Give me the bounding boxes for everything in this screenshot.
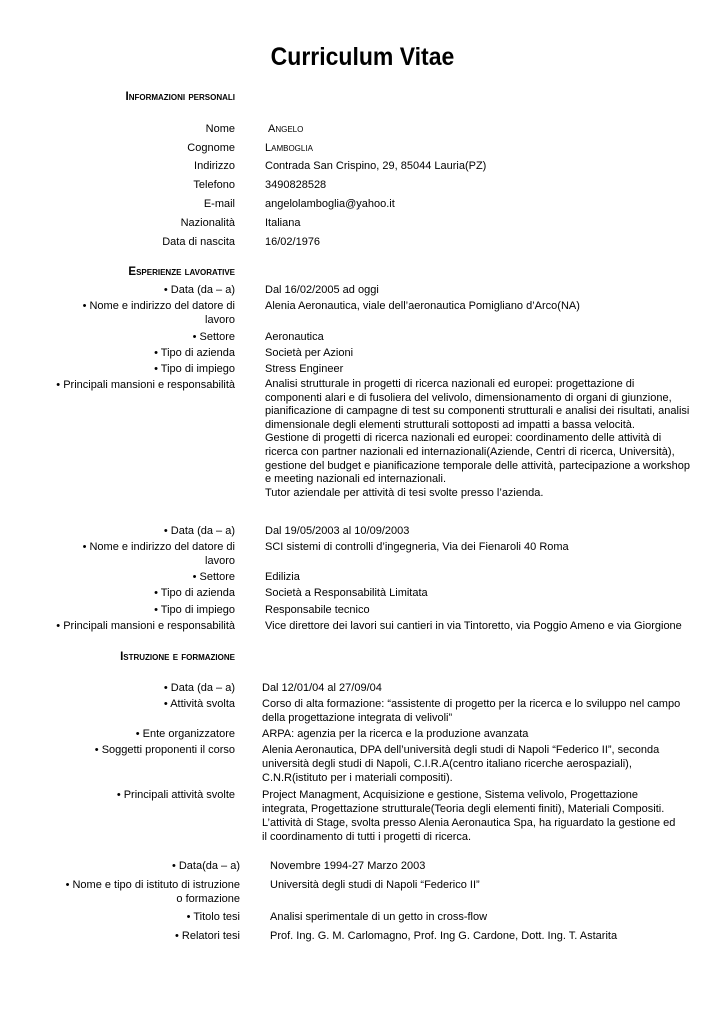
field-label: E-mail <box>203 198 235 210</box>
field-value: Prof. Ing. G. M. Carlomagno, Prof. Ing G. Cardone, Dott. Ing. T. Astarita <box>270 930 618 942</box>
field-label: • Attività svolta <box>163 698 235 710</box>
field-label: • Settore <box>192 331 235 343</box>
field-value-nazionalita: Italiana <box>265 217 301 229</box>
field-value-data-nascita: 16/02/1976 <box>265 236 321 248</box>
field-label: • Tipo di azienda <box>154 587 235 599</box>
section-heading-personal: Informazioni personali <box>125 91 235 103</box>
field-label: Cognome <box>187 142 235 154</box>
field-value: Dal 19/05/2003 al 10/09/2003 <box>265 525 410 537</box>
section-heading-experience: Esperienze lavorative <box>128 266 235 278</box>
field-value-indirizzo: Contrada San Crispino, 29, 85044 Lauria(PZ) <box>265 160 487 172</box>
field-label: Nome <box>205 123 235 135</box>
field-label: • Data(da – a) <box>171 860 240 872</box>
field-value: Edilizia <box>265 571 300 583</box>
field-label: • Principali mansioni e responsabilità <box>56 620 235 632</box>
field-label: • Relatori tesi <box>175 930 240 942</box>
field-label: • Nome e tipo di istituto di istruzione o formazione <box>65 879 240 905</box>
field-label: • Tipo di azienda <box>154 347 235 359</box>
field-label: • Soggetti proponenti il corso <box>94 744 235 756</box>
field-value: Società per Azioni <box>265 347 354 359</box>
field-label: Data di nascita <box>162 236 235 248</box>
field-value-mansioni: Analisi strutturale in progetti di ricerca nazionali ed europei: progettazione di componenti alari e di fusoliera del velivolo, dimensionamento di organi di giunzione, pianificazione di campagne di test su componenti strutturali e analisi dei risultati, analisi dimensionale degli elementi strutturali sottoposti ad impatti a bassa velocità. Gestione di progetti di ricerca nazionali ed europei: coordinamento delle attività di ricerca con partner nazionali ed internazionali(Aziende, Centri di ricerca, Università), gestione del budget e pianificazione temporale delle attività, partecipazione a workshop e meeting nazionali ed internazionali. Tutor aziendale per attività di tesi svolte presso l’azienda. <box>265 378 690 499</box>
field-value: Dal 12/01/04 al 27/09/04 <box>262 682 382 694</box>
field-value: Project Managment, Acquisizione e gestione, Sistema velivolo, Progettazione integrata, Progettazione strutturale(Teoria degli elementi finiti), Materiali Compositi. L’attività di Stage, svolta presso Alenia Aeronautica Spa, ha riguardato la gestione ed il coordinamento di tutti i progetti di ricerca. <box>262 789 676 843</box>
field-value: ARPA: agenzia per la ricerca e la produzione avanzata <box>262 728 529 740</box>
field-label: • Principali mansioni e responsabilità <box>56 379 235 391</box>
field-label: Telefono <box>193 179 235 191</box>
field-label: • Settore <box>192 571 235 583</box>
field-label: • Nome e indirizzo del datore di lavoro <box>82 300 235 326</box>
field-value-cognome: Lamboglia <box>265 142 313 154</box>
field-value: Alenia Aeronautica, DPA dell’università degli studi di Napoli “Federico II”, seconda università degli studi di Napoli, C.I.R.A(centro italiano ricerche aerospaziali), C.N.R(istituto per i materiali compositi). <box>262 744 660 784</box>
field-label: • Titolo tesi <box>186 911 240 923</box>
field-value: Analisi sperimentale di un getto in cross-flow <box>270 911 488 923</box>
field-value: Società a Responsabilità Limitata <box>265 587 428 599</box>
field-label: • Data (da – a) <box>163 525 235 537</box>
field-label: • Principali attività svolte <box>116 789 235 801</box>
field-label: • Nome e indirizzo del datore di lavoro <box>82 541 235 567</box>
field-value: Novembre 1994-27 Marzo 2003 <box>270 860 426 872</box>
field-label: • Ente organizzatore <box>135 728 235 740</box>
page-title: Curriculum Vitae <box>270 43 455 71</box>
section-heading-education: Istruzione e formazione <box>120 651 235 663</box>
field-label: • Tipo di impiego <box>154 604 235 616</box>
field-label: • Data (da – a) <box>163 682 235 694</box>
field-label: • Tipo di impiego <box>154 363 235 375</box>
field-value: Aeronautica <box>265 331 324 343</box>
field-value-email: angelolamboglia@yahoo.it <box>265 198 395 210</box>
field-value: Dal 16/02/2005 ad oggi <box>265 284 379 296</box>
field-value: Stress Engineer <box>265 363 344 375</box>
field-label: Indirizzo <box>194 160 235 172</box>
field-value: SCI sistemi di controlli d’ingegneria, Via dei Fienaroli 40 Roma <box>265 541 569 553</box>
field-value: Responsabile tecnico <box>265 604 370 616</box>
field-value: Vice direttore dei lavori sui cantieri in via Tintoretto, via Poggio Ameno e via Giorgione <box>265 620 682 632</box>
field-value-nome: Angelo <box>268 123 304 135</box>
field-label: Nazionalità <box>180 217 235 229</box>
field-value: Università degli studi di Napoli “Federico II” <box>270 879 480 891</box>
field-label: • Data (da – a) <box>163 284 235 296</box>
field-value: Corso di alta formazione: “assistente di progetto per la ricerca e lo sviluppo nel campo della progettazione integrata di velivoli” <box>262 698 681 724</box>
field-value: Alenia Aeronautica, viale dell’aeronautica Pomigliano d’Arco(NA) <box>265 300 580 312</box>
field-value-telefono: 3490828528 <box>265 179 327 191</box>
